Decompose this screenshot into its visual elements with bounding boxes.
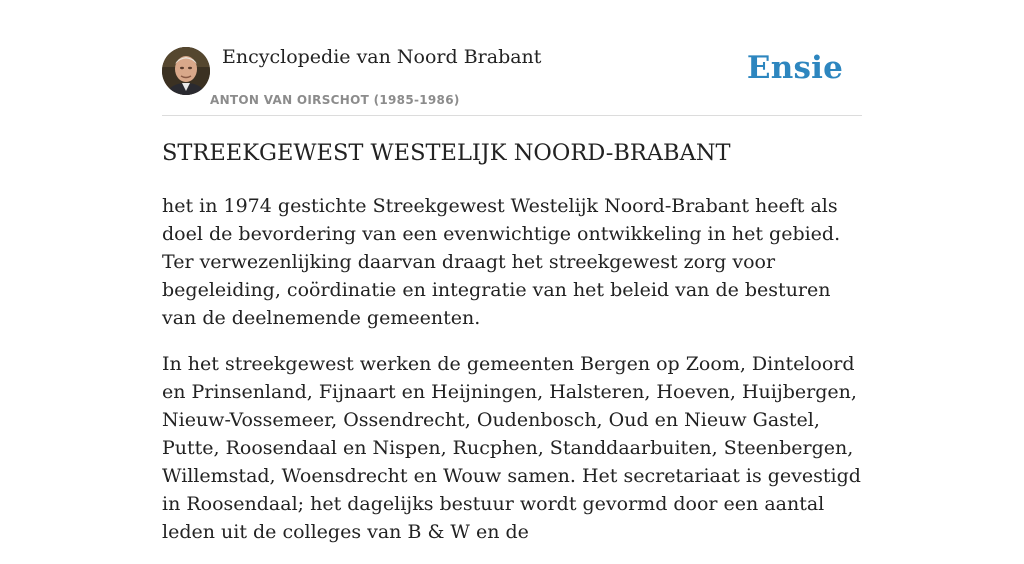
article-body xyxy=(162,192,862,564)
author-avatar[interactable] xyxy=(162,47,210,95)
portrait-image xyxy=(162,47,210,95)
author-name[interactable]: ANTON VAN OIRSCHOT (1985-1986) xyxy=(210,93,460,107)
article-paragraph: het in 1974 gestichte Streekgewest Westelijk Noord-Brabant heeft als doel de bevordering van een evenwichtige ontwikkeling in het gebied. Ter verwezenlijking daarvan draagt het streekgewest zorg voor begeleiding, coördinatie en integratie van het beleid van de besturen van de deelnemende gemeenten. xyxy=(162,195,841,329)
article-headword: STREEKGEWEST WESTELIJK NOORD-BRABANT xyxy=(162,140,731,166)
header-divider xyxy=(162,115,862,116)
source-title[interactable]: Encyclopedie van Noord Brabant xyxy=(222,46,542,68)
page-header xyxy=(162,44,862,116)
article-paragraph: In het streekgewest werken de gemeenten Bergen op Zoom, Dinteloord en Prinsenland, Fijnaart en Heijningen, Halsteren, Hoeven, Huijbergen, Nieuw-Vossemeer, Ossendrecht, Oudenbosch, Oud en Nieuw Gastel, Putte, Roosendaal en Nispen, Rucphen, Standdaarbuiten, Steenbergen, Willemstad, Woensdrecht en Wouw samen. Het secretariaat is gevestigd in Roosendaal; het dagelijks bestuur wordt gevormd door een aantal leden uit de colleges van B & W en de xyxy=(162,353,861,543)
ensie-logo[interactable]: Ensie xyxy=(746,50,843,86)
